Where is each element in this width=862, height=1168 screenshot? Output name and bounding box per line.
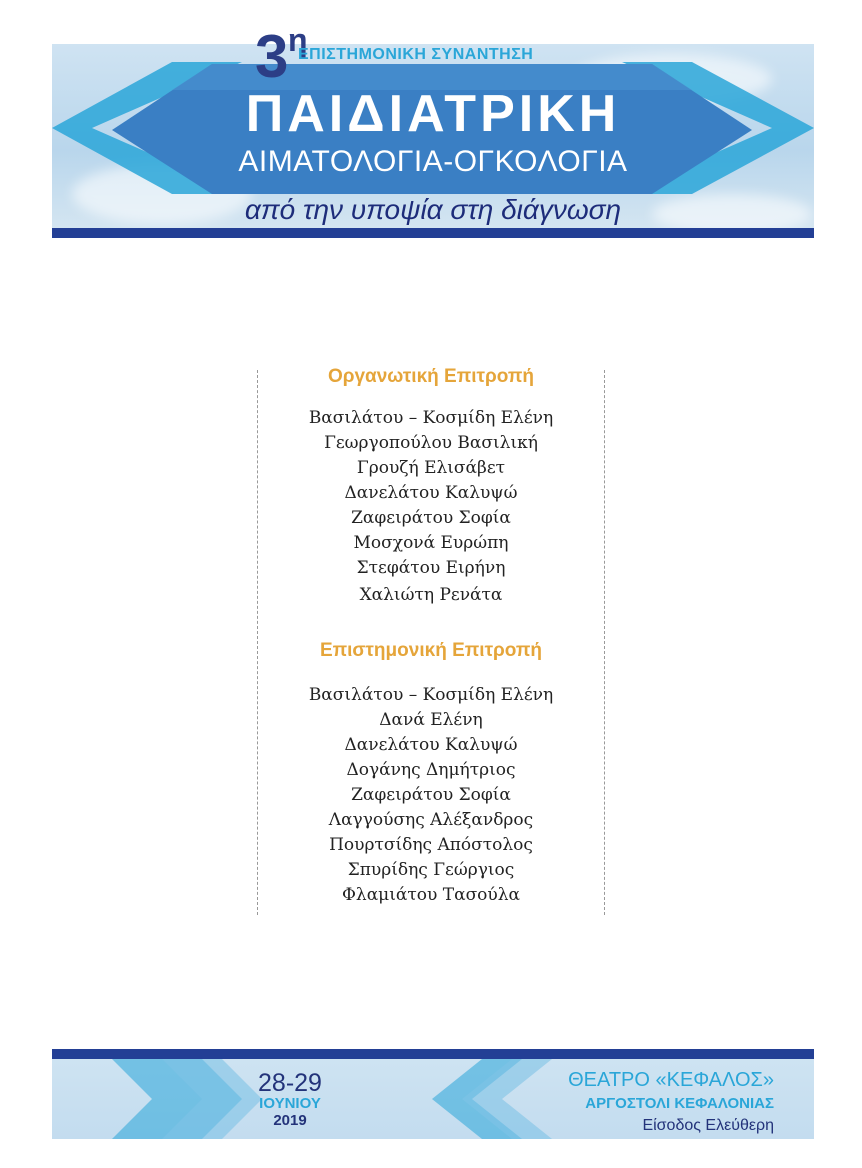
list-item: Γεωργοπούλου Βασιλική bbox=[324, 433, 538, 453]
event-venue: ΘΕΑΤΡΟ «ΚΕΦΑΛΟΣ» bbox=[568, 1069, 774, 1091]
footer-top-bar bbox=[52, 1049, 814, 1059]
list-item: Δανελάτου Καλυψώ bbox=[344, 483, 518, 503]
list-item: Λαγγούσης Αλέξανδρος bbox=[328, 810, 534, 830]
event-title-secondary: ΑΙΜΑΤΟΛΟΓΙΑ-ΟΓΚΟΛΟΓΙΑ bbox=[238, 145, 628, 178]
event-tagline: από την υποψία στη διάγνωση bbox=[244, 194, 622, 225]
free-entry-note: Είσοδος Ελεύθερη bbox=[642, 1117, 774, 1134]
scientific-committee-list bbox=[258, 683, 604, 908]
list-item: Δογάνης Δημήτριος bbox=[346, 760, 516, 780]
list-item: Γρουζή Ελισάβετ bbox=[356, 458, 506, 478]
list-item: Δανά Ελένη bbox=[379, 710, 483, 730]
event-city: ΑΡΓΟΣΤΟΛΙ ΚΕΦΑΛΟΝΙΑΣ bbox=[585, 1095, 774, 1112]
scientific-committee-title: Επιστημονική Επιτροπή bbox=[319, 640, 543, 661]
footer-banner bbox=[52, 1049, 814, 1139]
list-item: Πουρτσίδης Απόστολος bbox=[329, 835, 533, 855]
organizing-committee-list bbox=[258, 406, 604, 609]
list-item: Ζαφειράτου Σοφία bbox=[351, 785, 511, 805]
event-dates: 28-29 bbox=[258, 1069, 322, 1097]
list-item: Χαλιώτη Ρενάτα bbox=[359, 585, 503, 605]
list-item: Φλαμιάτου Τασούλα bbox=[341, 885, 520, 905]
list-item: Ζαφειράτου Σοφία bbox=[351, 508, 511, 528]
organizing-committee-title: Οργανωτική Επιτροπή bbox=[327, 366, 535, 387]
list-item: Βασιλάτου – Κοσμίδη Ελένη bbox=[308, 408, 554, 428]
header-banner bbox=[52, 22, 814, 238]
event-month: ΙΟΥΝΙΟΥ bbox=[259, 1095, 321, 1112]
list-item: Βασιλάτου – Κοσμίδη Ελένη bbox=[308, 685, 554, 705]
header-bottom-bar bbox=[52, 228, 814, 238]
edition-suffix: η bbox=[288, 22, 308, 58]
list-item: Δανελάτου Καλυψώ bbox=[344, 735, 518, 755]
event-title: ΠΑΙΔΙΑΤΡΙΚΗ bbox=[245, 85, 621, 143]
event-year: 2019 bbox=[273, 1112, 307, 1129]
list-item: Μοσχονά Ευρώπη bbox=[353, 533, 509, 553]
edition-number: 3 bbox=[255, 23, 287, 90]
list-item: Στεφάτου Ειρήνη bbox=[356, 558, 506, 578]
event-subtitle: ΕΠΙΣΤΗΜΟΝΙΚΗ ΣΥΝΑΝΤΗΣΗ bbox=[298, 46, 534, 63]
committees-panel bbox=[257, 366, 605, 915]
list-item: Σπυρίδης Γεώργιος bbox=[347, 860, 515, 880]
